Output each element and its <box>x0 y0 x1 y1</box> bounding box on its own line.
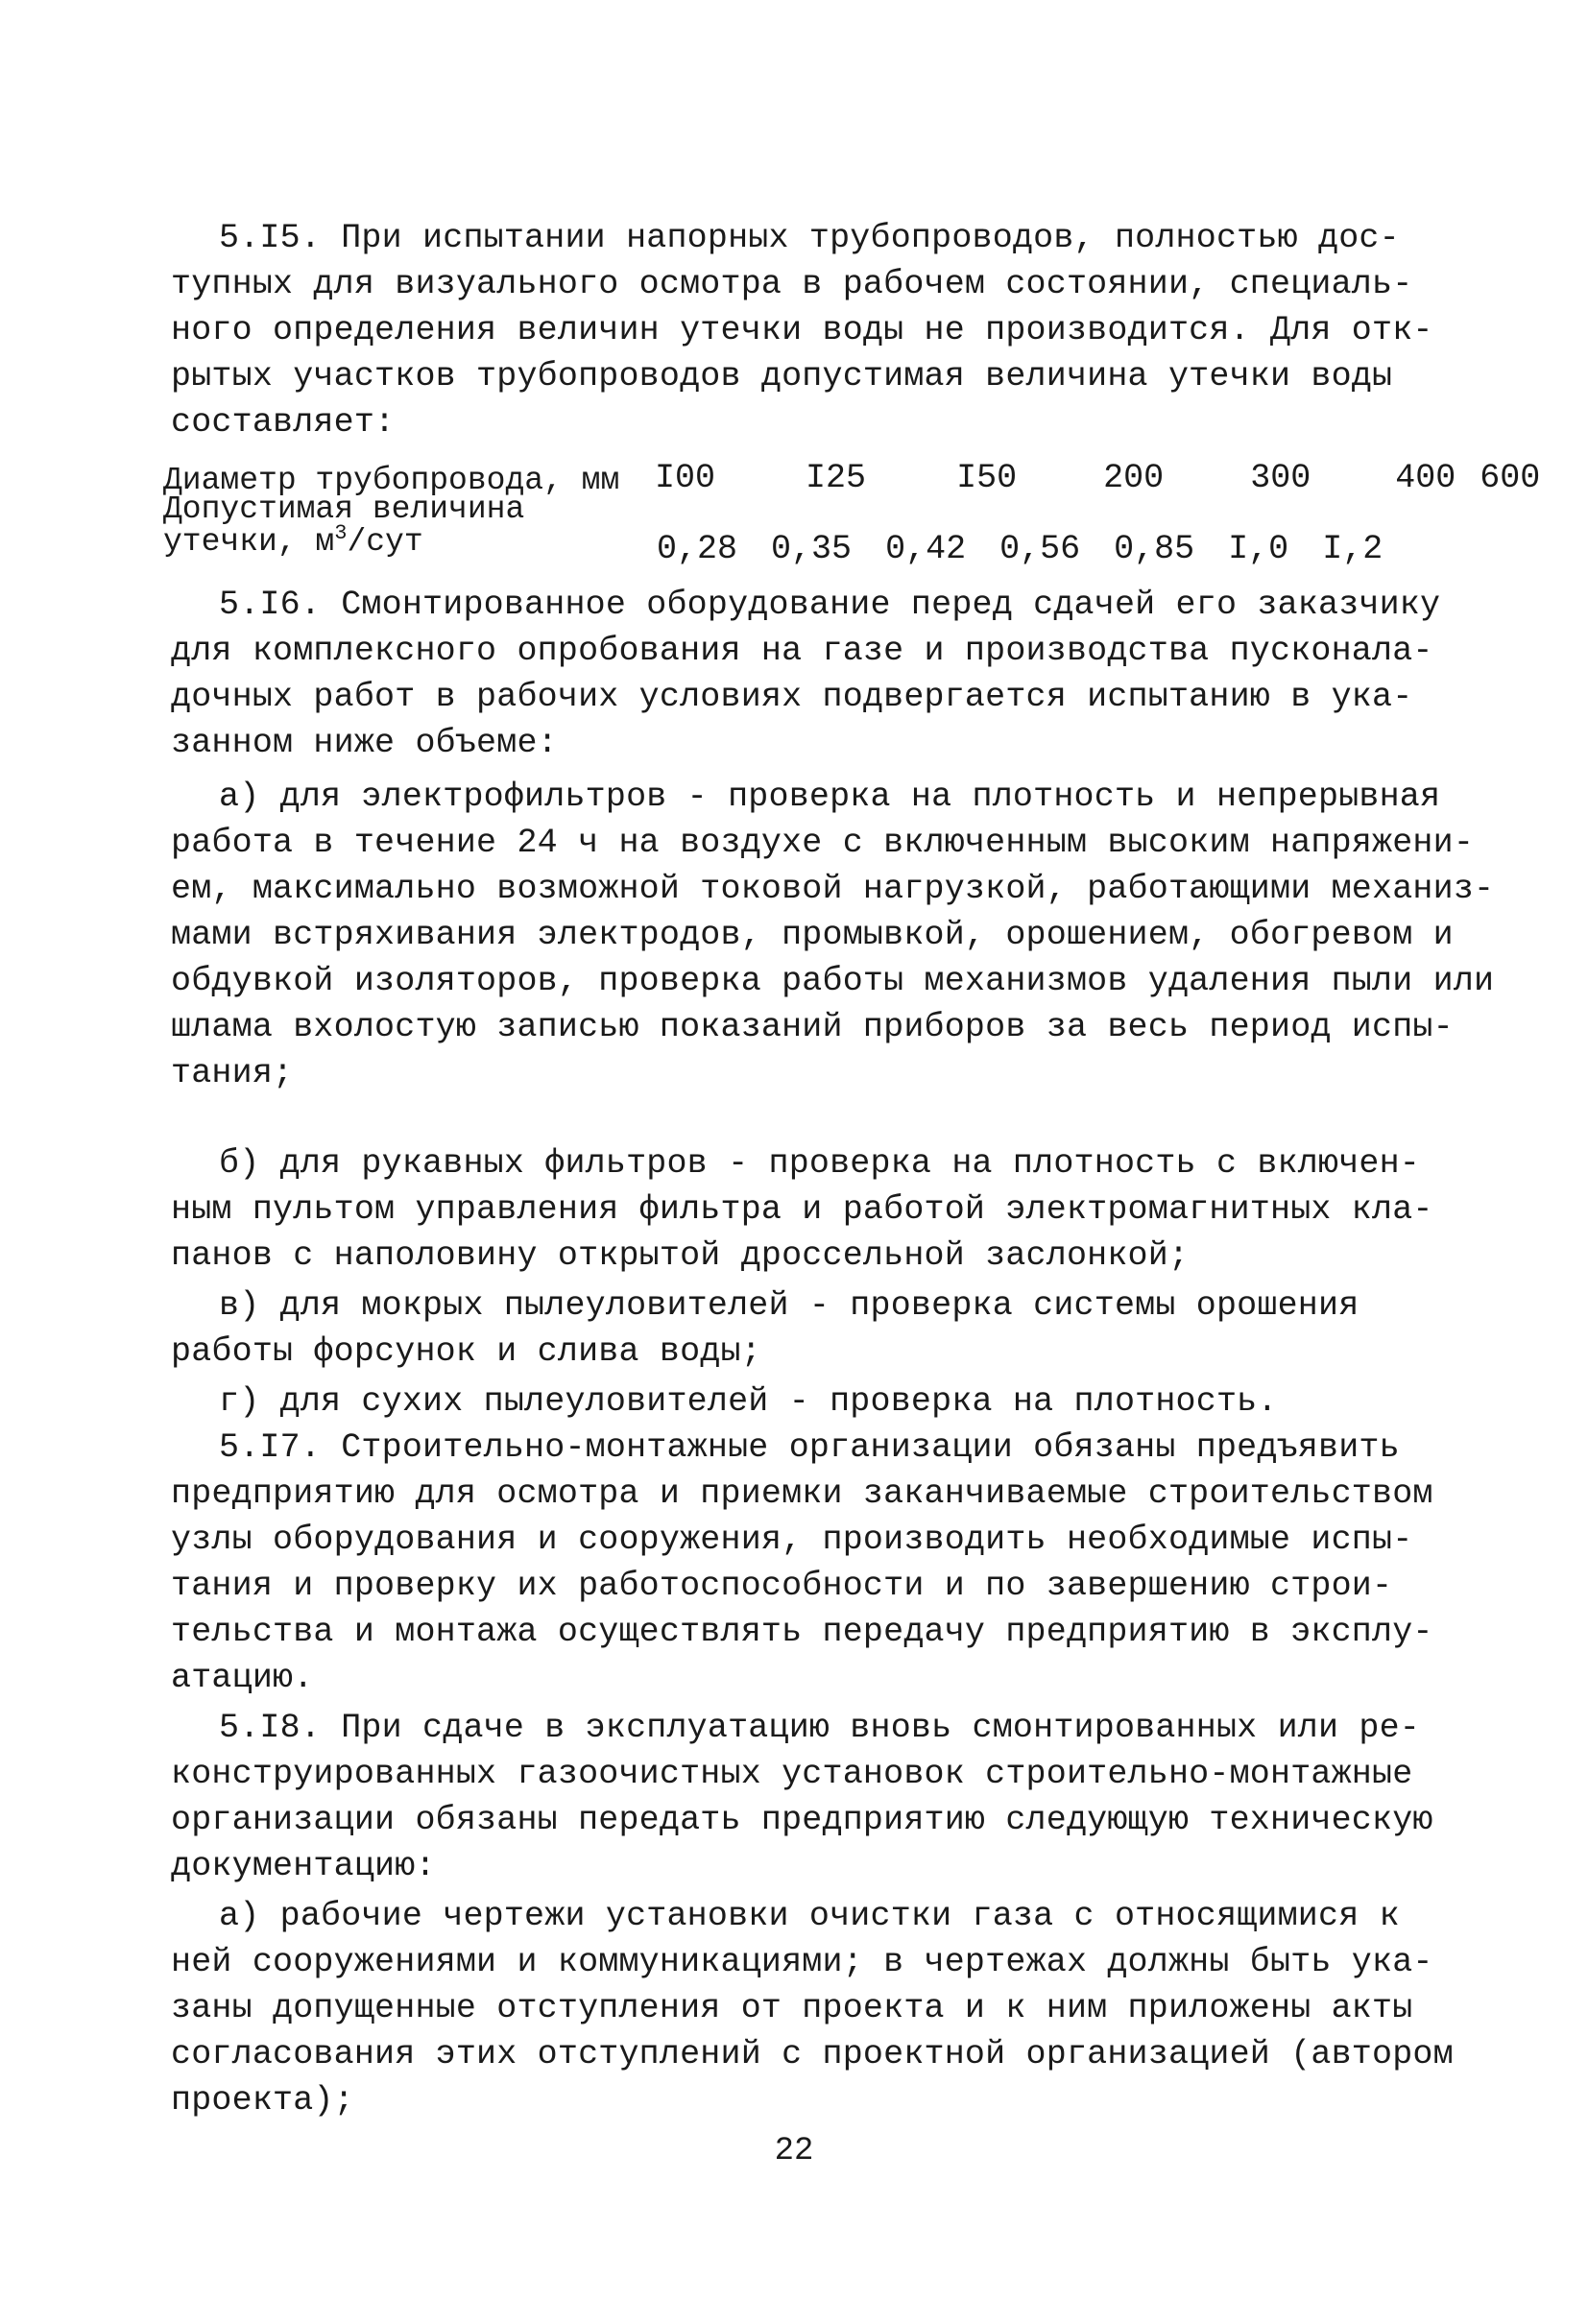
text-line: составляет: <box>171 403 396 442</box>
text-line: ем, максимально возможной токовой нагрузкой, работающими механиз- <box>171 870 1495 908</box>
text-line: в) для мокрых пылеуловителей - проверка системы орошения <box>219 1286 1359 1325</box>
leak-value: 0,28 <box>657 530 738 568</box>
leak-label-superscript: 3 <box>334 521 348 545</box>
leak-label-prefix: утечки, м <box>163 524 335 560</box>
text-line: заны допущенные отступления от проекта и к ним приложены акты <box>171 1989 1413 2027</box>
leak-values <box>657 530 1392 568</box>
text-line: 5.I6. Смонтированное оборудование перед сдачей его заказчику <box>219 586 1441 624</box>
text-line: рытых участков трубопроводов допустимая величина утечки воды <box>171 357 1393 395</box>
diameter-value: I00 <box>655 459 716 497</box>
text-line: узлы оборудования и сооружения, производить необходимые испы- <box>171 1521 1413 1559</box>
text-line: 5.I8. При сдаче в эксплуатацию вновь смонтированных или ре- <box>219 1709 1421 1747</box>
leak-value: 0,85 <box>1114 530 1195 568</box>
diameter-value: 300 <box>1250 459 1311 497</box>
text-line: обдувкой изоляторов, проверка работы механизмов удаления пыли или <box>171 962 1495 1000</box>
text-line: конструированных газоочистных установок строительно-монтажные <box>171 1755 1413 1793</box>
text-line: организации обязаны передать предприятию следующую техническую <box>171 1801 1433 1839</box>
text-line: г) для сухих пылеуловителей - проверка на плотность. <box>219 1382 1278 1421</box>
diameter-value: I25 <box>806 459 867 497</box>
text-line: тания и проверку их работоспособности и по завершению строи- <box>171 1567 1393 1605</box>
text-line: а) рабочие чертежи установки очистки газа с относящимися к <box>219 1897 1400 1935</box>
text-line: проекта); <box>171 2081 354 2120</box>
text-line: шлама вхолостую записью показаний приборов за весь период испы- <box>171 1008 1454 1046</box>
leak-value: I,0 <box>1228 530 1289 568</box>
text-line: ного определения величин утечки воды не производится. Для отк- <box>171 311 1433 349</box>
text-line: панов с наполовину открытой дроссельной заслонкой; <box>171 1236 1190 1275</box>
diameter-value: I50 <box>956 459 1018 497</box>
text-line: тупных для визуального осмотра в рабочем состоянии, специаль- <box>171 265 1413 303</box>
leak-label-line1: Допустимая величина <box>163 491 525 527</box>
text-line: 5.I7. Строительно-монтажные организации обязаны предъявить <box>219 1428 1400 1467</box>
text-line: работа в течение 24 ч на воздухе с включенным высоким напряжени- <box>171 824 1475 862</box>
text-line: согласования этих отступлений с проектной организацией (автором <box>171 2035 1454 2073</box>
diameter-value: 400 <box>1395 459 1456 497</box>
text-line: атацию. <box>171 1659 314 1697</box>
text-line: тания; <box>171 1054 294 1092</box>
text-line: б) для рукавных фильтров - проверка на плотность с включен- <box>219 1144 1421 1183</box>
leak-label-line2 <box>163 521 423 560</box>
text-line: а) для электрофильтров - проверка на плотность и непрерывная <box>219 778 1441 816</box>
text-line: документацию: <box>171 1847 436 1885</box>
text-line: работы форсунок и слива воды; <box>171 1332 761 1371</box>
text-line: предприятию для осмотра и приемки заканчиваемые строительством <box>171 1474 1433 1513</box>
diameter-label: Диаметр трубопровода, мм <box>163 463 620 498</box>
leak-value: 0,42 <box>885 530 967 568</box>
diameter-value: 200 <box>1103 459 1165 497</box>
leak-value: 0,35 <box>771 530 853 568</box>
diameter-values <box>655 459 1540 497</box>
text-line: мами встряхивания электродов, промывкой, орошением, обогревом и <box>171 916 1454 954</box>
text-line: 5.I5. При испытании напорных трубопроводов, полностью дос- <box>219 219 1400 257</box>
text-line: занном ниже объеме: <box>171 724 558 762</box>
text-line: тельства и монтажа осуществлять передачу предприятию в эксплу- <box>171 1613 1433 1651</box>
text-line: для комплексного опробования на газе и производства пусконала- <box>171 632 1433 670</box>
text-line: ней сооружениями и коммуникациями; в чертежах должны быть ука- <box>171 1943 1433 1981</box>
page-number: 22 <box>774 2133 814 2169</box>
text-line: дочных работ в рабочих условиях подвергается испытанию в ука- <box>171 678 1413 716</box>
leak-value: I,2 <box>1322 530 1383 568</box>
leak-value: 0,56 <box>999 530 1081 568</box>
text-line: ным пультом управления фильтра и работой электромагнитных кла- <box>171 1190 1433 1229</box>
diameter-value: 600 <box>1480 459 1541 497</box>
leak-label-suffix: /сут <box>347 524 423 560</box>
